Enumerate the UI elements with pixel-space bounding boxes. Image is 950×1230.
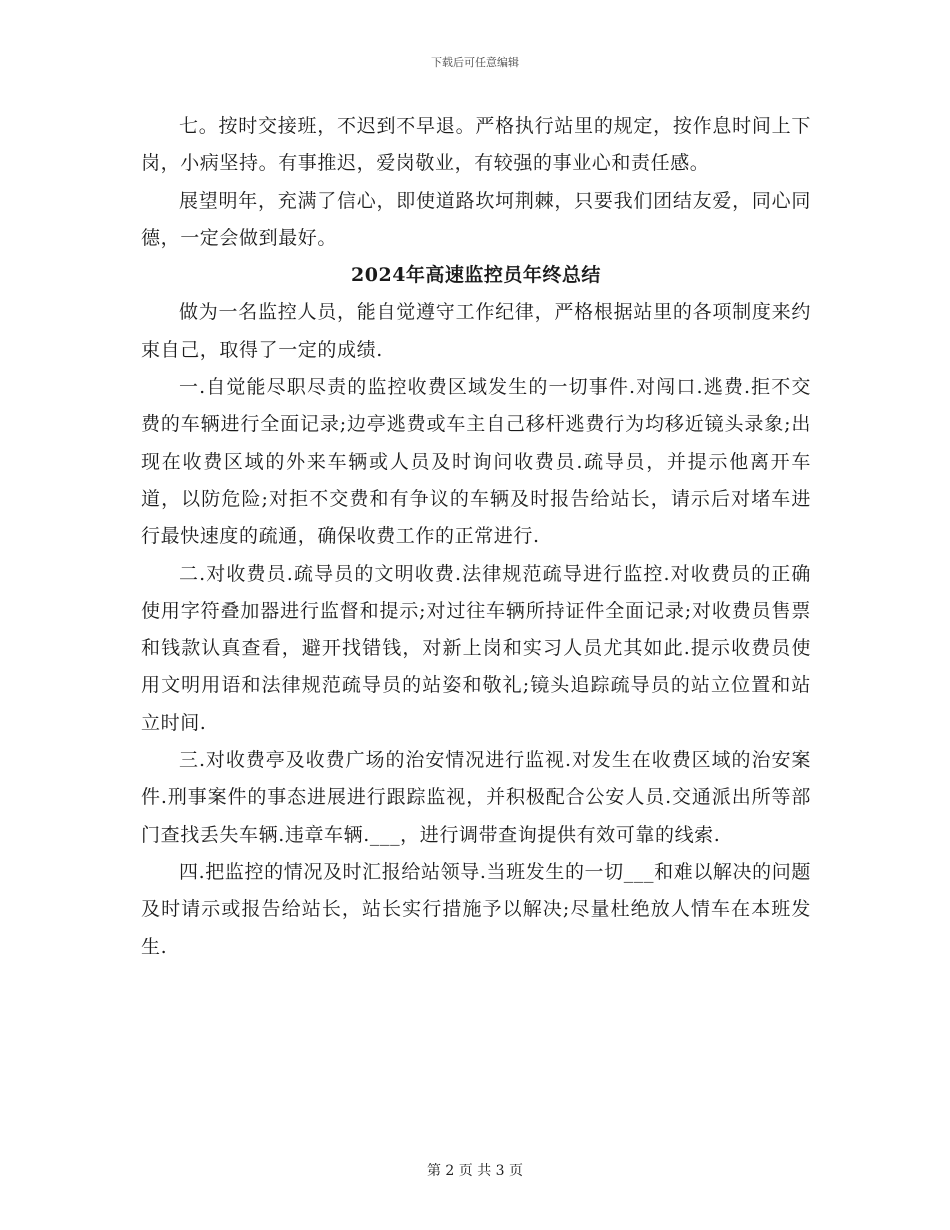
paragraph-intro: 做为一名监控人员，能自觉遵守工作纪律，严格根据站里的各项制度来约束自己，取得了一定的成绩. bbox=[141, 301, 811, 361]
document-title: 2024年高速监控员年终总结 bbox=[351, 264, 601, 287]
paragraph-item-seven: 七。按时交接班，不迟到不早退。严格执行站里的规定，按作息时间上下岗，小病坚持。有事推迟，爱岗敬业，有较强的事业心和责任感。 bbox=[141, 115, 811, 175]
page-number: 第 2 页 共 3 页 bbox=[426, 1163, 524, 1179]
paragraph-outlook: 展望明年，充满了信心，即使道路坎坷荆棘，只要我们团结友爱，同心同德，一定会做到最好。 bbox=[141, 189, 811, 249]
paragraph-point-four: 四.把监控的情况及时汇报给站领导.当班发生的一切___和难以解决的问题及时请示或报告给站长，站长实行措施予以解决;尽量杜绝放人情车在本班发生. bbox=[141, 860, 811, 958]
paragraph-point-two: 二.对收费员.疏导员的文明收费.法律规范疏导进行监控.对收费员的正确使用字符叠加器进行监督和提示;对过往车辆所持证件全面记录;对收费员售票和钱款认真查看，避开找错钱，对新上岗和实习人员尤其如此.提示收费员使用文明用语和法律规范疏导员的站姿和敬礼;镜头追踪疏导员的站立位置和站立时间. bbox=[141, 562, 811, 734]
paragraph-point-one: 一.自觉能尽职尽责的监控收费区域发生的一切事件.对闯口.逃费.拒不交费的车辆进行全面记录;边亭逃费或车主自己移杆逃费行为均移近镜头录象;出现在收费区域的外来车辆或人员及时询问收费员.疏导员，并提示他离开车道，以防危险;对拒不交费和有争议的车辆及时报告给站长，请示后对堵车进行最快速度的疏通，确保收费工作的正常进行. bbox=[141, 376, 811, 548]
paragraph-point-three: 三.对收费亭及收费广场的治安情况进行监视.对发生在收费区域的治安案件.刑事案件的事态进展进行跟踪监视，并积极配合公安人员.交通派出所等部门查找丢失车辆.违章车辆.___，进行调带查询提供有效可靠的线索. bbox=[141, 749, 811, 846]
document-body bbox=[141, 108, 811, 966]
page-header-note: 下载后可任意编辑 bbox=[431, 56, 519, 69]
